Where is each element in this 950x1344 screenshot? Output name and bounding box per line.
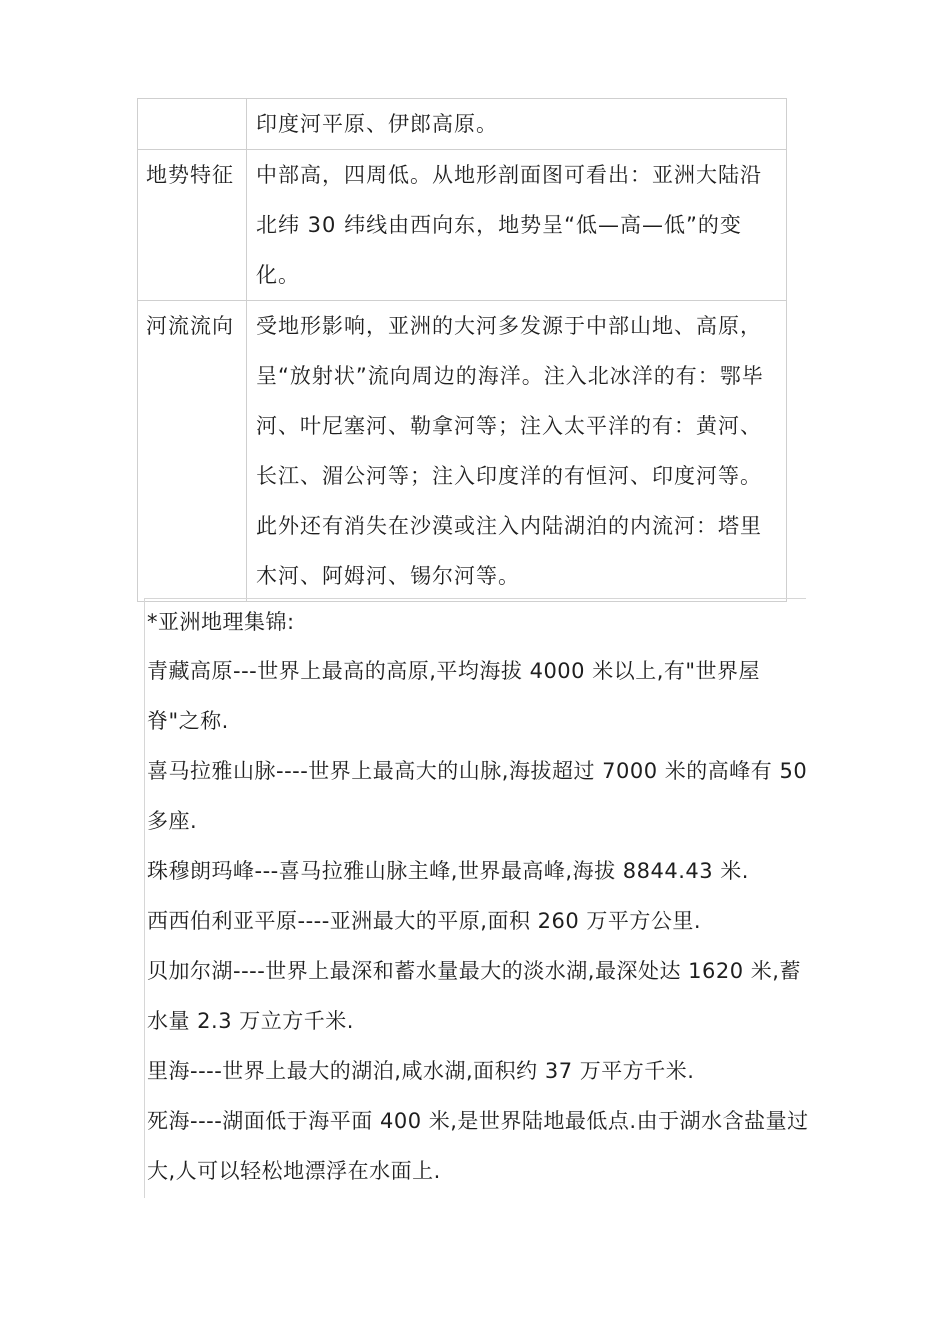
note-item-caspian: 里海----世界上最大的湖泊,咸水湖,面积约 37 万平方千米. — [147, 1059, 695, 1083]
row-content-terrain: 中部高，四周低。从地形剖面图可看出：亚洲大陆沿北纬 30 纬线由西向东，地势呈“低—高—低”的变化。 — [247, 150, 787, 301]
table-row — [138, 99, 787, 150]
note-item-dead-sea: 死海----湖面低于海平面 400 米,是世界陆地最低点.由于湖水含盐量过大,人可以轻松地漂浮在水面上. — [147, 1109, 809, 1183]
note-item-himalaya: 喜马拉雅山脉----世界上最高大的山脉,海拔超过 7000 米的高峰有 50 多座. — [147, 759, 808, 833]
geography-table — [137, 98, 787, 602]
row-label — [138, 99, 247, 150]
note-item-qinghai-tibet: 青藏高原---世界上最高的高原,平均海拔 4000 米以上,有"世界屋脊"之称. — [147, 659, 761, 733]
asia-geography-notes — [144, 598, 809, 1198]
row-label-terrain: 地势特征 — [138, 150, 247, 301]
row-label-rivers: 河流流向 — [138, 301, 247, 602]
row-content: 印度河平原、伊郎高原。 — [247, 99, 787, 150]
notes-heading: *亚洲地理集锦: — [147, 610, 295, 634]
note-item-west-siberian-plain: 西西伯利亚平原----亚洲最大的平原,面积 260 万平方公里. — [147, 909, 702, 933]
row-content-rivers: 受地形影响，亚洲的大河多发源于中部山地、高原，呈“放射状”流向周边的海洋。注入北冰洋的有：鄂毕河、叶尼塞河、勒拿河等；注入太平洋的有：黄河、长江、湄公河等；注入印度洋的有恒河、印度河等。此外还有消失在沙漠或注入内陆湖泊的内流河：塔里木河、阿姆河、锡尔河等。 — [247, 301, 787, 602]
note-item-baikal: 贝加尔湖----世界上最深和蓄水量最大的淡水湖,最深处达 1620 米,蓄水量 2.3 万立方千米. — [147, 959, 801, 1033]
table-row — [138, 150, 787, 301]
table-row — [138, 301, 787, 602]
note-item-everest: 珠穆朗玛峰---喜马拉雅山脉主峰,世界最高峰,海拔 8844.43 米. — [147, 859, 749, 883]
